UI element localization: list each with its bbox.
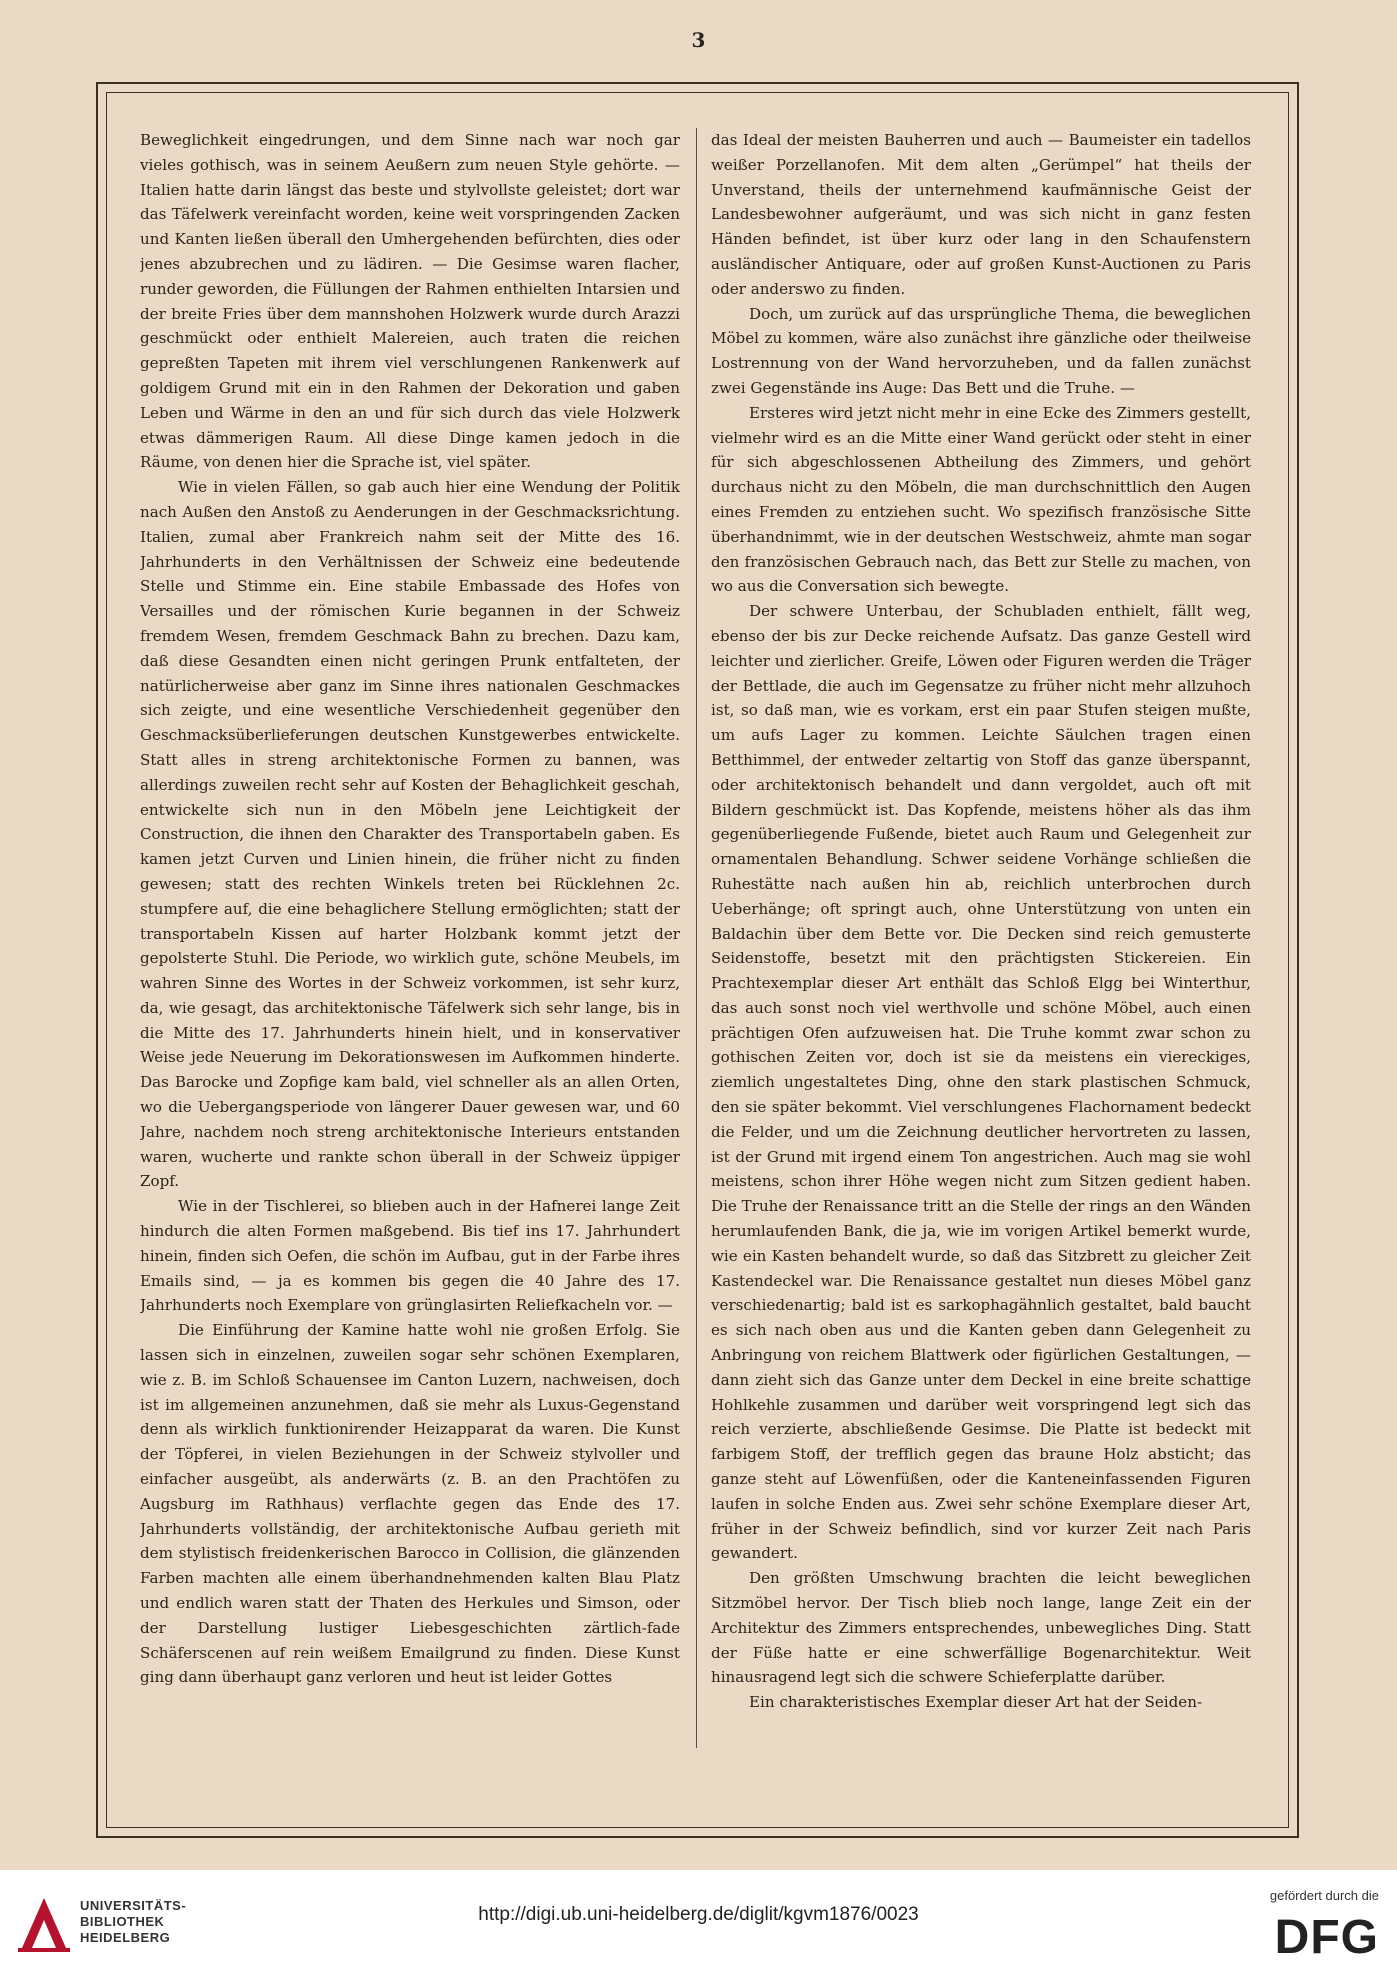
dfg-logo: DFG	[1274, 1911, 1379, 1964]
institution-line: BIBLIOTHEK	[80, 1914, 165, 1929]
funder-text: gefördert durch die	[1269, 1888, 1379, 1903]
source-url[interactable]: http://digi.ub.uni-heidelberg.de/diglit/kgvm1876/0023	[478, 1904, 919, 1925]
institution-line: HEIDELBERG	[80, 1930, 171, 1945]
paragraph: Der schwere Unterbau, der Schubladen enthielt, fällt weg, ebenso der bis zur Decke reichende Aufsatz. Das ganze Gestell wird leichter und zierlicher. Greife, Löwen oder Figuren werden die Träger der Bettlade, die auch im Gegensatze zu früher nicht mehr allzuhoch ist, so daß man, wie es vorkam, erst ein paar Stufen steigen mußte, um aufs Lager zu kommen. Leichte Säulchen tragen einen Betthimmel, der entweder zeltartig von Stoff das ganze überspannt, oder architektonisch behandelt und dann vergoldet, auch oft mit Bildern geschmückt ist. Das Kopfende, meistens höher als das ihm gegenüberliegende Fußende, bietet auch Raum und Gelegenheit zur ornamentalen Behandlung. Schwer seidene Vorhänge schließen die Ruhestätte nach außen hin ab, reichlich unterbrochen durch Ueberhänge; oft springt auch, ohne Unterstützung von unten ein Baldachin über dem Bette vor. Die Decken sind reich gemusterte Seidenstoffe, besetzt mit den prächtigsten Stickereien. Ein Prachtexemplar dieser Art enthält das Schloß Elgg bei Winterthur, das auch sonst noch viel werthvolle und schöne Möbel, auch einen prächtigen Ofen aufzuweisen hat. Die Truhe kommt zwar schon zu gothischen Zeiten vor, doch ist sie da meistens ein viereckiges, ziemlich ungestaltetes Ding, ohne den stark plastischen Schmuck, den sie später bekommt. Viel verschlungenes Flachornament bedeckt die Felder, und um die Zeichnung deutlicher hervortreten zu lassen, ist der Grund mit irgend einem Ton angestrichen. Auch mag sie wohl meistens, schon ihrer Höhe wegen nicht zum Sitzen gedient haben. Die Truhe der Renaissance tritt an die Stelle der rings an den Wänden herumlaufenden Bank, die ja, wie im vorigen Artikel bemerkt wurde, wie ein Kasten behandelt wurde, so daß das Sitzbrett zu gleicher Zeit Kastendeckel war. Die Renaissance gestaltet nun dieses Möbel ganz verschiedenartig; bald ist es sarkophagähnlich gestaltet, bald baucht es sich nach oben aus und die Kanten geben dann Gelegenheit zu Anbringung von reichem Blattwerk oder figürlichen Gestaltungen, — dann zieht sich das Ganze unter dem Deckel in eine breite schattige Hohlkehle zusammen und darüber weit vorspringend legt sich das reich verzierte, abschließende Gesimse. Die Platte ist bedeckt mit farbigem Stoff, der trefflich gegen das braune Holz absticht; das ganze steht auf Löwenfüßen, oder die Kanteneinfassenden Figuren laufen in solche Enden aus. Zwei sehr schöne Exemplare dieser Art, früher in der Schweiz befindlich, sind vor kurzer Zeit nach Paris gewandert.	[711, 602, 1251, 1563]
paragraph: Ersteres wird jetzt nicht mehr in eine Ecke des Zimmers gestellt, vielmehr wird es an die Mitte einer Wand gerückt oder steht in einer für sich abgeschlossenen Abtheilung des Zimmers, und gehört durchaus nicht zu den Möbeln, die man durchschnittlich den Augen eines Fremden zu entziehen sucht. Wo spezifisch französische Sitte überhandnimmt, wie in der deutschen Westschweiz, ahmte man sogar den französischen Gebrauch nach, das Bett zur Stelle zu machen, von wo aus die Conversation sich bewegte.	[711, 403, 1251, 596]
column-divider	[696, 128, 697, 1748]
page-number: 3	[691, 28, 706, 52]
paragraph: Ein charakteristisches Exemplar dieser Art hat der Seiden-	[749, 1693, 1203, 1712]
paragraph: Beweglichkeit eingedrungen, und dem Sinne nach war noch gar vieles gothisch, was in seinem Aeußern zum neuen Style gehörte. — Italien hatte darin längst das beste und stylvollste geleistet; dort war das Täfelwerk vereinfacht worden, keine weit vorspringenden Zacken und Kanten ließen überall den Umhergehenden befürchten, dies oder jenes abzubrechen und zu lädiren. — Die Gesimse waren flacher, runder geworden, die Füllungen der Rahmen enthielten Intarsien und der breite Fries über dem mannshohen Holzwerk wurde durch Arazzi geschmückt oder enthielt Malereien, auch traten die reichen gepreßten Tapeten mit ihrem viel verschlungenen Rankenwerk auf goldigem Grund mit ein in den Rahmen der Dekoration und gaben Leben und Wärme in den an und für sich durch das viele Holzwerk etwas dämmerigen Raum. All diese Dinge kamen jedoch in die Räume, von denen hier die Sprache ist, viel später.	[140, 131, 680, 472]
paragraph: Wie in der Tischlerei, so blieben auch in der Hafnerei lange Zeit hindurch die alten Formen maßgebend. Bis tief ins 17. Jahrhundert hinein, finden sich Oefen, die schön im Aufbau, gut in der Farbe ihres Emails sind, — ja es kommen bis gegen die 40 Jahre des 17. Jahrhunderts noch Exemplare von grünglasirten Reliefkacheln vor. —	[140, 1197, 680, 1315]
paragraph: Den größten Umschwung brachten die leicht beweglichen Sitzmöbel hervor. Der Tisch blieb noch lange, lange Zeit ein der Architektur des Zimmers entsprechendes, unbewegliches Ding. Statt der Füße hatte er eine schwerfällige Bogenarchitektur. Weit hinausragend legt sich die schwere Schieferplatte darüber.	[711, 1569, 1251, 1687]
paragraph: Wie in vielen Fällen, so gab auch hier eine Wendung der Politik nach Außen den Anstoß zu Aenderungen in der Geschmacksrichtung. Italien, zumal aber Frankreich nahm seit der Mitte des 16. Jahrhunderts in den Verhältnissen der Schweiz eine bedeutende Stelle und Stimme ein. Eine stabile Embassade des Hofes von Versailles und der römischen Kurie begannen in der Schweiz fremdem Wesen, fremdem Geschmack Bahn zu brechen. Dazu kam, daß diese Gesandten einen nicht geringen Prunk entfalteten, der natürlicherweise aber ganz im Sinne ihres nationalen Geschmackes sich zeigte, und eine wesentliche Verschiedenheit gegenüber den Geschmacksüberlieferungen deutschen Kunstgewerbes entwickelte. Statt alles in streng architektonische Formen zu bannen, was allerdings zuweilen recht sehr auf Kosten der Behaglichkeit geschah, entwickelte sich nun in den Möbeln jene Leichtigkeit der Construction, die ihnen den Charakter des Transportabeln gaben. Es kamen jetzt Curven und Linien hinein, die früher nicht zu finden gewesen; statt des rechten Winkels treten bei Rücklehnen 2c. stumpfere auf, die eine behaglichere Stellung ermöglichten; statt der transportabeln Kissen auf harter Holzbank kommt jetzt der gepolsterte Stuhl. Die Periode, wo wirklich gute, schöne Meubels, im wahren Sinne des Wortes in der Schweiz vorkommen, ist sehr kurz, da, wie gesagt, das architektonische Täfelwerk sich sehr lange, bis in die Mitte des 17. Jahrhunderts hinein hielt, und in konservativer Weise jede Neuerung im Dekorationswesen im Aufkommen hinderte. Das Barocke und Zopfige kam bald, viel schneller als an allen Orten, wo die Uebergangsperiode von längerer Dauer gewesen war, und 60 Jahre, nachdem noch streng architektonische Interieurs entstanden waren, wucherte und rankte schon überall in der Schweiz üppiger Zopf.	[140, 478, 680, 1191]
left-text-column	[140, 128, 680, 1818]
footer-bar	[0, 1870, 1397, 1974]
right-text-column	[711, 128, 1251, 1818]
paragraph: Doch, um zurück auf das ursprüngliche Thema, die beweglichen Möbel zu kommen, wäre also zunächst ihre gänzliche oder theilweise Lostrennung von der Wand hervorzuheben, und da fallen zunächst zwei Gegenstände ins Auge: Das Bett und die Truhe. —	[711, 304, 1251, 397]
paragraph: Die Einführung der Kamine hatte wohl nie großen Erfolg. Sie lassen sich in einzelnen, zuweilen sogar sehr schönen Exemplaren, wie z. B. im Schloß Schauensee im Canton Luzern, nachweisen, doch ist im allgemeinen anzunehmen, daß sie mehr als Luxus-Gegenstand denn als wirklich funktionirender Heizapparat da waren. Die Kunst der Töpferei, in vielen Beziehungen in der Schweiz stylvoller und einfacher ausgeübt, als anderwärts (z. B. an den Prachtöfen zu Augsburg im Rathhaus) verflachte gegen das Ende des 17. Jahrhunderts vollständig, der architektonische Aufbau gerieth mit dem stylistisch freidenkerischen Barocco in Collision, die glänzenden Farben machten alle einem überhandnehmenden kalten Blau Platz und endlich waren statt der Thaten des Herkules und Simson, oder der Darstellung lustiger Liebesgeschichten zärtlich-fade Schäferscenen auf rein weißem Emailgrund zu finden. Diese Kunst ging dann überhaupt ganz verloren und heut ist leider Gottes	[140, 1321, 680, 1687]
institution-line: UNIVERSITÄTS-	[80, 1898, 187, 1913]
paragraph: das Ideal der meisten Bauherren und auch — Baumeister ein tadellos weißer Porzellanofen. Mit dem alten „Gerümpel“ hat theils der Unverstand, theils der unternehmend kaufmännische Geist der Landesbewohner aufgeräumt, und was sich nicht in ganz festen Händen befindet, ist über kurz oder lang in den Schaufenstern ausländischer Antiquare, oder auf großen Kunst-Auctionen zu Paris oder anderswo zu finden.	[711, 131, 1251, 298]
